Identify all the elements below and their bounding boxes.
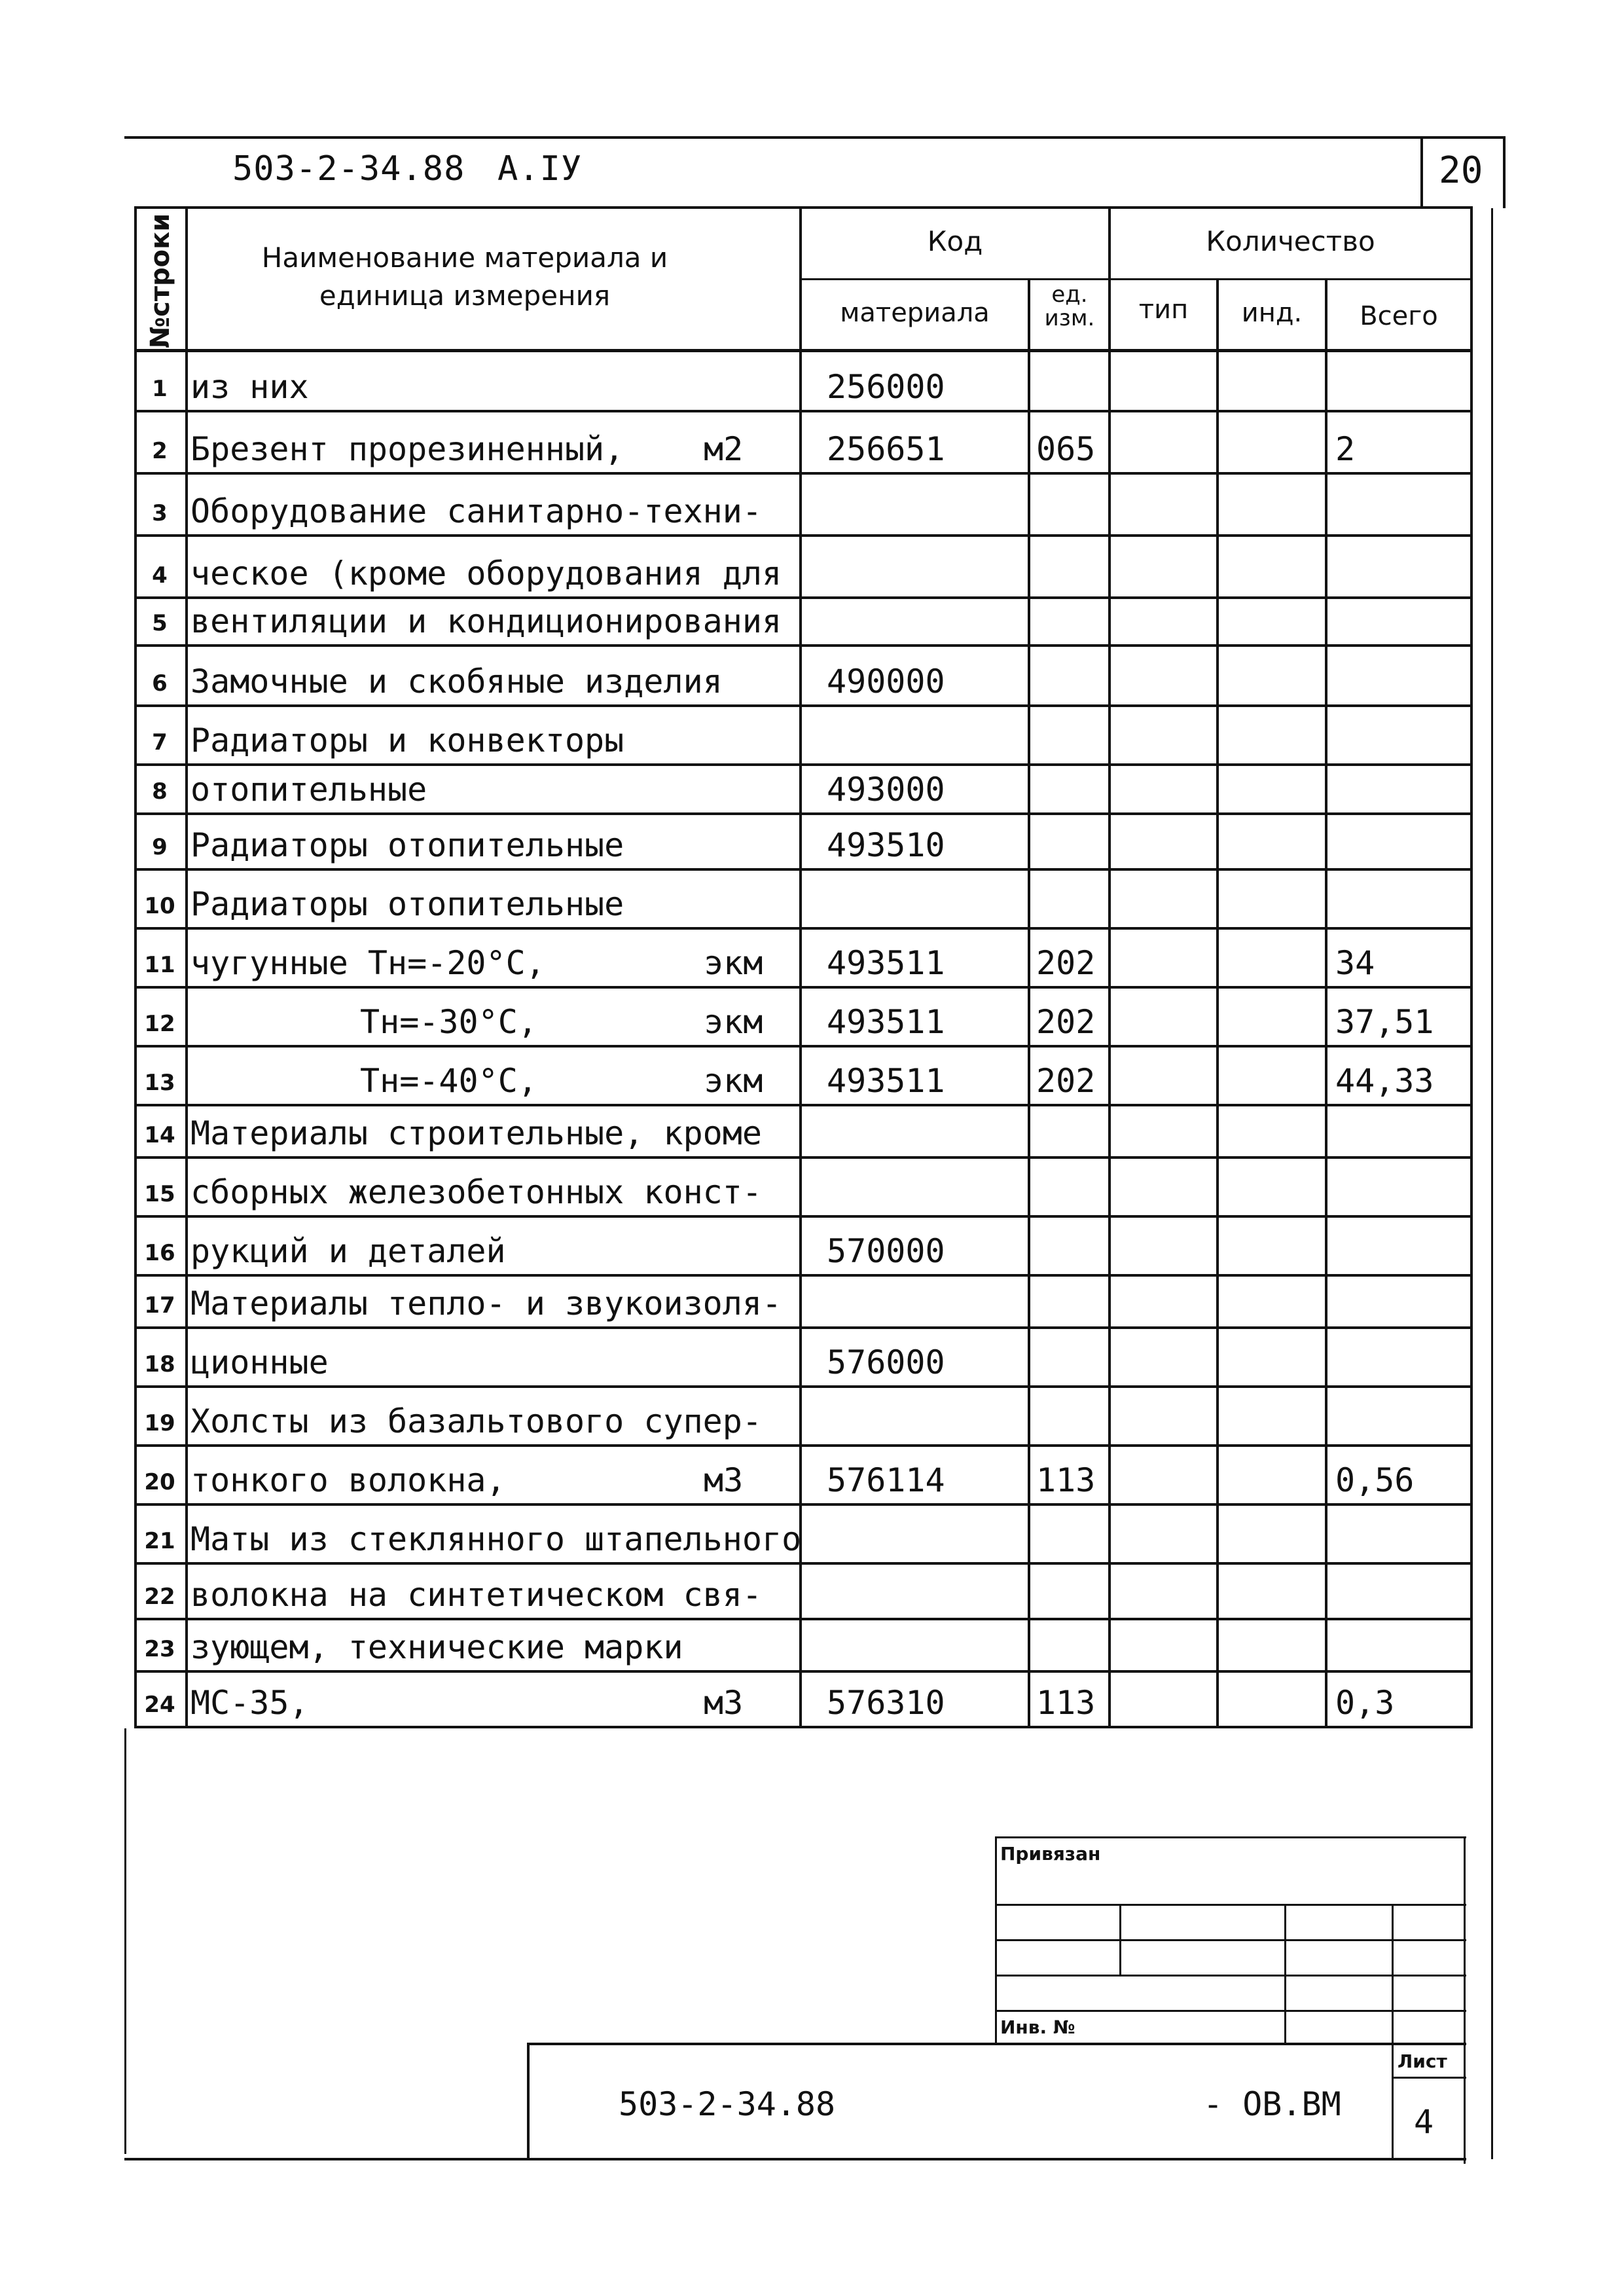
- unit-of-measure: м3: [704, 1684, 744, 1722]
- table-row: [134, 647, 1473, 707]
- table-row: [134, 599, 1473, 647]
- material-name: Радиаторы отопительные: [190, 885, 624, 923]
- row-number: 23: [144, 1636, 175, 1662]
- material-name: чугунные Тн=-20°С,: [190, 944, 545, 982]
- material-name: Материалы тепло- и звукоизоля-: [190, 1285, 782, 1322]
- table-row: [134, 1048, 1473, 1106]
- table-row: [134, 1620, 1473, 1673]
- unit-code: 113: [1036, 1461, 1096, 1499]
- name-column-header: Наименование материала и единица измерения: [261, 242, 668, 312]
- row-number: 9: [152, 834, 168, 860]
- material-name: Материалы строительные, кроме: [190, 1114, 762, 1152]
- material-name: Тн=-40°С,: [360, 1062, 537, 1100]
- table-row: [134, 871, 1473, 930]
- row-number: 21: [144, 1528, 175, 1554]
- album-label: А.IУ: [497, 149, 583, 189]
- row-number: 7: [152, 729, 168, 756]
- table-row: [134, 989, 1473, 1048]
- table-row: [134, 475, 1473, 537]
- material-code: 490000: [827, 663, 945, 701]
- quantity-total: 0,3: [1335, 1684, 1395, 1722]
- material-name: Холсты из базальтового супер-: [190, 1402, 762, 1440]
- material-name: зующем, технические марки: [190, 1628, 683, 1666]
- row-number: 10: [144, 893, 175, 919]
- material-code: 493511: [827, 1003, 945, 1041]
- unit-code: 202: [1036, 1003, 1096, 1041]
- unit-of-measure: экм: [704, 944, 763, 982]
- unit-code: 065: [1036, 430, 1096, 468]
- unit-of-measure: м2: [704, 430, 744, 468]
- material-name: из них: [190, 368, 309, 406]
- row-number: 1: [152, 376, 168, 402]
- row-number: 12: [144, 1011, 175, 1037]
- quantity-total: 0,56: [1335, 1461, 1415, 1499]
- material-code: 576310: [827, 1684, 945, 1722]
- material-name: Маты из стеклянного штапельного: [190, 1520, 802, 1558]
- material-name: вентиляции и кондиционирования: [190, 602, 782, 640]
- page-number: 20: [1439, 149, 1483, 192]
- row-number: 11: [144, 952, 175, 978]
- table-row: [134, 352, 1473, 412]
- table-row: [134, 1447, 1473, 1506]
- table-row: [134, 1277, 1473, 1329]
- unit-of-measure: экм: [704, 1062, 763, 1100]
- row-number: 16: [144, 1240, 175, 1266]
- material-code-header: материала: [840, 298, 990, 328]
- inventory-number-label: Инв. №: [1000, 2016, 1075, 2038]
- row-number: 20: [144, 1469, 175, 1495]
- unit-code: 113: [1036, 1684, 1096, 1722]
- material-name: ческое (кроме оборудования для: [190, 555, 782, 592]
- row-number: 14: [144, 1122, 175, 1148]
- material-name: Брезент прорезиненный,: [190, 430, 624, 468]
- stamp-doc-suffix: - ОВ.ВМ: [1203, 2085, 1341, 2123]
- row-number: 17: [144, 1292, 175, 1319]
- material-code: 493511: [827, 944, 945, 982]
- material-code: 570000: [827, 1232, 945, 1270]
- row-number: 24: [144, 1692, 175, 1718]
- table-row: [134, 1106, 1473, 1159]
- row-number-header: №строки: [145, 213, 175, 348]
- material-code: 493511: [827, 1062, 945, 1100]
- material-name: Замочные и скобяные изделия: [190, 663, 723, 701]
- material-name: рукций и деталей: [190, 1232, 506, 1270]
- material-name: ционные: [190, 1343, 329, 1381]
- code-group-header: Код: [927, 225, 983, 257]
- material-name: Радиаторы отопительные: [190, 826, 624, 864]
- type-header: тип: [1138, 295, 1189, 325]
- sheet-label: Лист: [1398, 2050, 1447, 2072]
- material-code: 493510: [827, 826, 945, 864]
- table-row: [134, 815, 1473, 871]
- quantity-group-header: Количество: [1206, 225, 1375, 257]
- doc-code-header: 503-2-34.88: [232, 149, 465, 189]
- unit-code-header: ед. изм.: [1044, 282, 1095, 331]
- material-name: тонкого волокна,: [190, 1461, 506, 1499]
- material-code: 256000: [827, 368, 945, 406]
- row-number: 8: [152, 778, 168, 805]
- row-number: 2: [152, 438, 168, 464]
- table-row: [134, 1506, 1473, 1565]
- linked-label: Привязан: [1000, 1843, 1101, 1865]
- stamp-doc-code: 503-2-34.88: [619, 2085, 836, 2123]
- unit-code: 202: [1036, 1062, 1096, 1100]
- ind-header: инд.: [1241, 298, 1303, 328]
- material-code: 256651: [827, 430, 945, 468]
- material-code: 576114: [827, 1461, 945, 1499]
- quantity-total: 37,51: [1335, 1003, 1434, 1041]
- material-code: 576000: [827, 1343, 945, 1381]
- row-number: 5: [152, 610, 168, 636]
- row-number: 18: [144, 1351, 175, 1377]
- unit-of-measure: экм: [704, 1003, 763, 1041]
- quantity-total: 44,33: [1335, 1062, 1434, 1100]
- table-row: [134, 1218, 1473, 1277]
- unit-code: 202: [1036, 944, 1096, 982]
- material-name: МС-35,: [190, 1684, 309, 1722]
- material-name: сборных железобетонных конст-: [190, 1173, 762, 1211]
- table-row: [134, 1388, 1473, 1447]
- material-name: отопительные: [190, 771, 427, 809]
- sheet-number: 4: [1414, 2103, 1434, 2141]
- row-number: 13: [144, 1070, 175, 1096]
- quantity-total: 2: [1335, 430, 1356, 468]
- table-row: [134, 412, 1473, 475]
- quantity-total: 34: [1335, 944, 1375, 982]
- material-name: Тн=-30°С,: [360, 1003, 537, 1041]
- total-header: Всего: [1360, 301, 1438, 331]
- row-number: 22: [144, 1584, 175, 1610]
- table-row: [134, 766, 1473, 815]
- row-number: 15: [144, 1181, 175, 1207]
- table-row: [134, 1159, 1473, 1218]
- table-row: [134, 930, 1473, 989]
- table-row: [134, 1565, 1473, 1620]
- table-row: [134, 1673, 1473, 1728]
- row-number: 4: [152, 562, 168, 589]
- table-row: [134, 1329, 1473, 1388]
- material-code: 493000: [827, 771, 945, 809]
- row-number: 6: [152, 670, 168, 697]
- material-name: волокна на синтетическом свя-: [190, 1576, 762, 1614]
- row-number: 3: [152, 500, 168, 526]
- table-row: [134, 537, 1473, 599]
- table-row: [134, 707, 1473, 766]
- material-name: Оборудование санитарно-техни-: [190, 492, 762, 530]
- material-name: Радиаторы и конвекторы: [190, 721, 624, 759]
- row-number: 19: [144, 1410, 175, 1436]
- unit-of-measure: м3: [704, 1461, 744, 1499]
